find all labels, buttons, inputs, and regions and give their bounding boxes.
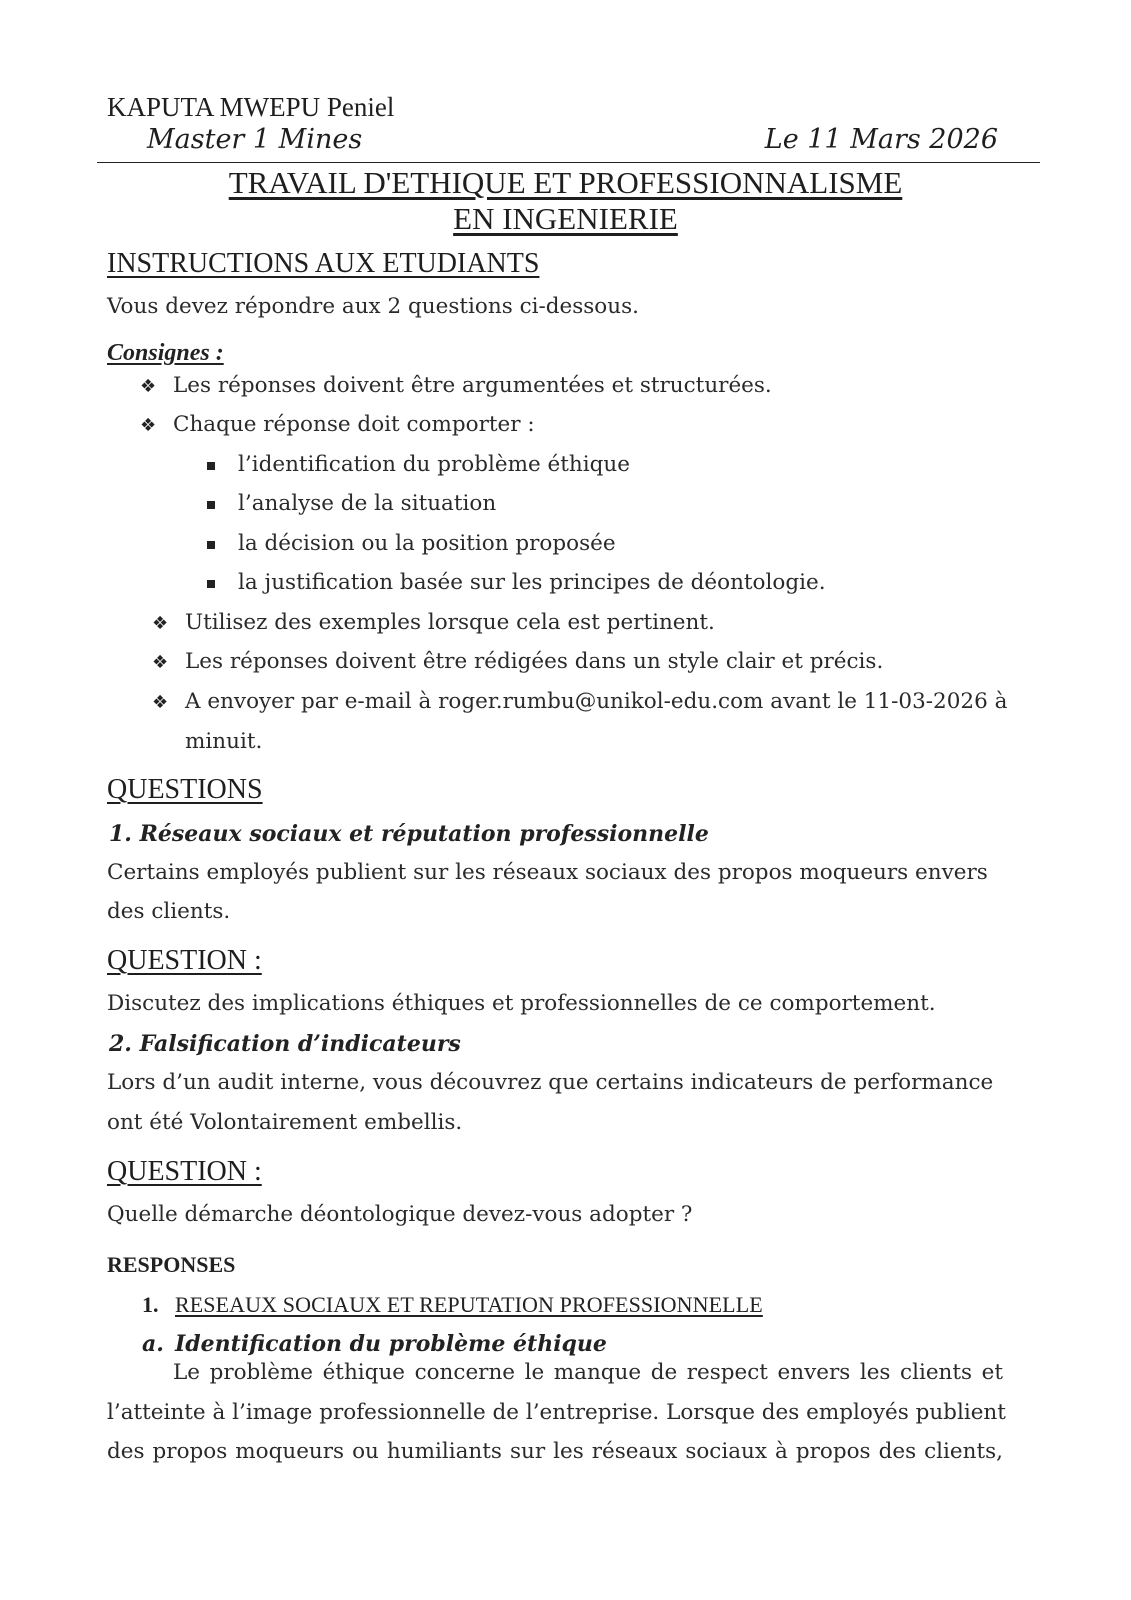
diamond-bullet-icon: ❖: [140, 415, 157, 436]
question-1-prompt: Discutez des implications éthiques et professionnelles de ce comportement.: [107, 991, 936, 1016]
square-bullet-icon: [207, 462, 215, 470]
square-bullet-icon: [207, 501, 215, 509]
document-date: Le 11 Mars 2026: [764, 124, 998, 155]
sub-bullet-item: la décision ou la position proposée: [238, 531, 616, 556]
diamond-bullet-icon: ❖: [152, 652, 169, 673]
square-bullet-icon: [207, 541, 215, 549]
diamond-bullet-icon: ❖: [140, 376, 157, 397]
header-divider: [97, 162, 1040, 163]
responses-heading: RESPONSES: [107, 1252, 236, 1277]
response-item-title: RESEAUX SOCIAUX ET REPUTATION PROFESSIONNELLE: [175, 1292, 763, 1317]
question-2-text-line: Lors d’un audit interne, vous découvrez que certains indicateurs de performance: [107, 1070, 994, 1095]
consignes-label: Consignes :: [107, 340, 224, 366]
question-1-text-line: des clients.: [107, 899, 231, 924]
square-bullet-icon: [207, 580, 215, 588]
bullet-item-continuation: minuit.: [185, 729, 263, 754]
question-label: QUESTION :: [107, 1156, 262, 1187]
diamond-bullet-icon: ❖: [152, 613, 169, 634]
bullet-item: Les réponses doivent être rédigées dans un style clair et précis.: [185, 649, 884, 674]
response-sub-title: Identification du problème éthique: [175, 1331, 607, 1357]
bullet-item: Chaque réponse doit comporter :: [173, 412, 535, 437]
question-1-title: 1. Réseaux sociaux et réputation professionnelle: [109, 821, 709, 847]
response-paragraph-line: des propos moqueurs ou humiliants sur les réseaux sociaux à propos des clients,: [107, 1439, 1003, 1464]
response-paragraph-line: Le problème éthique concerne le manque de respect envers les clients et: [173, 1360, 1003, 1385]
bullet-item: Les réponses doivent être argumentées et structurées.: [173, 373, 772, 398]
sub-bullet-item: l’identification du problème éthique: [238, 452, 630, 477]
question-2-text-line: ont été Volontairement embellis.: [107, 1110, 463, 1135]
instructions-intro: Vous devez répondre aux 2 questions ci-dessous.: [107, 294, 639, 319]
response-item-number: 1.: [142, 1292, 159, 1317]
author-name: KAPUTA MWEPU Peniel: [107, 92, 395, 122]
response-paragraph-line: l’atteinte à l’image professionnelle de l’entreprise. Lorsque des employés publient: [107, 1400, 1006, 1425]
instructions-heading: INSTRUCTIONS AUX ETUDIANTS: [107, 248, 540, 279]
document-title-line-1: TRAVAIL D'ETHIQUE ET PROFESSIONNALISME: [228, 165, 903, 200]
sub-bullet-item: l’analyse de la situation: [238, 491, 497, 516]
sub-bullet-item: la justification basée sur les principes de déontologie.: [238, 570, 826, 595]
questions-heading: QUESTIONS: [107, 774, 263, 805]
diamond-bullet-icon: ❖: [152, 692, 169, 713]
question-2-title: 2. Falsification d’indicateurs: [109, 1031, 461, 1057]
question-1-text-line: Certains employés publient sur les réseaux sociaux des propos moqueurs envers: [107, 860, 988, 885]
response-sub-letter: a.: [142, 1331, 164, 1357]
bullet-item: A envoyer par e-mail à roger.rumbu@unikol-edu.com avant le 11-03-2026 à: [185, 689, 1008, 714]
student-level: Master 1 Mines: [147, 124, 363, 155]
question-2-prompt: Quelle démarche déontologique devez-vous adopter ?: [107, 1202, 693, 1227]
bullet-item: Utilisez des exemples lorsque cela est pertinent.: [185, 610, 715, 635]
question-label: QUESTION :: [107, 945, 262, 976]
document-title-line-2: EN INGENIERIE: [453, 201, 678, 236]
